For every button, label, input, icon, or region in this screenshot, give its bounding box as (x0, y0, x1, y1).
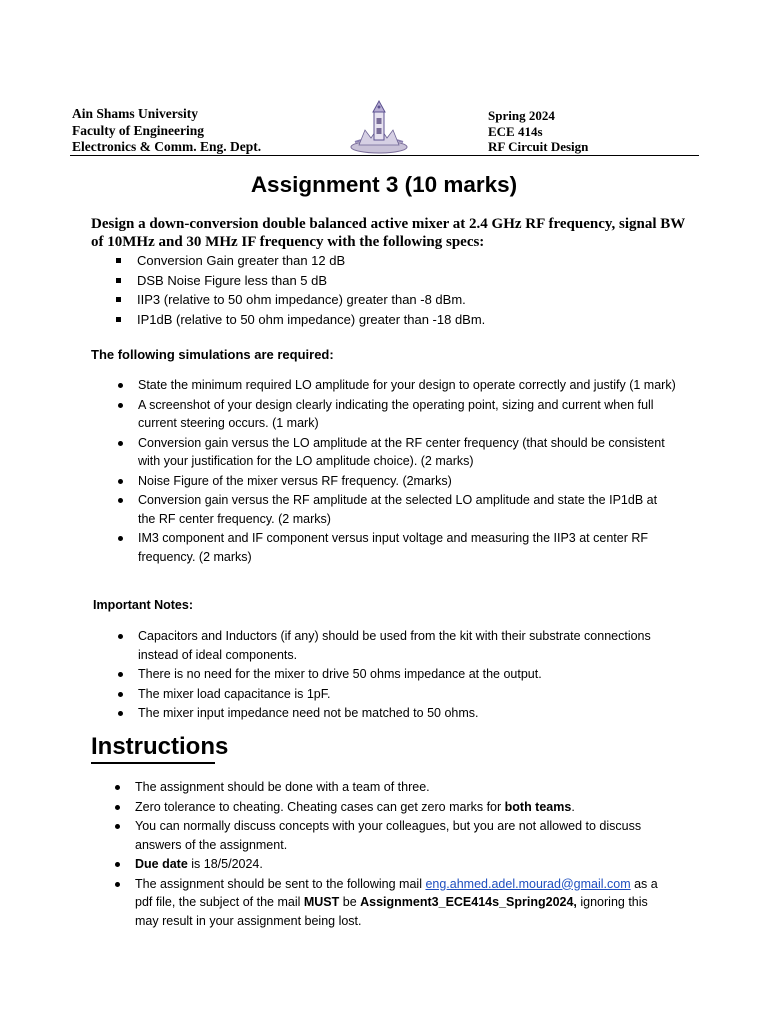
list-item: The assignment should be sent to the following mail eng.ahmed.adel.mourad@gmail.com as a pdf file, the subject of the mail MUST be Assignment3_ECE414s_Spring2024, ignoring this may result in your assignment being lost. (113, 875, 673, 931)
semester: Spring 2024 (488, 108, 555, 123)
instructions-list (113, 778, 673, 931)
spec-item: IP1dB (relative to 50 ohm impedance) greater than -18 dBm. (110, 310, 485, 330)
list-item: Conversion gain versus the LO amplitude at the RF center frequency (that should be consistent with your justification for the LO amplitude choice). (2 marks) (116, 434, 676, 471)
list-item: You can normally discuss concepts with your colleagues, but you are not allowed to discuss answers of the assignment. (113, 817, 673, 854)
header-divider (70, 155, 699, 156)
simulations-list (116, 376, 676, 567)
list-item: Capacitors and Inductors (if any) should be used from the kit with their substrate connections instead of ideal components. (116, 627, 676, 664)
header-university-block (72, 106, 261, 156)
list-item: The mixer load capacitance is 1pF. (116, 685, 676, 704)
square-bullet-icon (110, 251, 137, 271)
university-logo (349, 98, 409, 154)
instructions-heading: Instructions (91, 733, 229, 760)
simulations-heading: The following simulations are required: (91, 347, 334, 362)
faculty-name: Faculty of Engineering (72, 122, 204, 138)
notes-heading: Important Notes: (93, 598, 193, 612)
list-item: Noise Figure of the mixer versus RF frequency. (2marks) (116, 472, 676, 491)
square-bullet-icon (110, 271, 137, 291)
notes-list (116, 627, 676, 724)
spec-item: IIP3 (relative to 50 ohm impedance) greater than -8 dBm. (110, 290, 485, 310)
square-bullet-icon (110, 310, 137, 330)
header-course-block (488, 108, 588, 155)
email-link[interactable]: eng.ahmed.adel.mourad@gmail.com (425, 876, 631, 891)
spec-item: Conversion Gain greater than 12 dB (110, 251, 485, 271)
list-item: Zero tolerance to cheating. Cheating cases can get zero marks for both teams. (113, 798, 673, 817)
instructions-underline (91, 762, 215, 764)
spec-item: DSB Noise Figure less than 5 dB (110, 271, 485, 291)
square-bullet-icon (110, 290, 137, 310)
list-item: State the minimum required LO amplitude for your design to operate correctly and justify (1 mark) (116, 376, 676, 395)
university-name: Ain Shams University (72, 106, 199, 121)
assignment-title: Assignment 3 (10 marks) (250, 172, 518, 197)
list-item: The assignment should be done with a team of three. (113, 778, 673, 797)
course-name: RF Circuit Design (488, 139, 589, 154)
list-item: There is no need for the mixer to drive 50 ohms impedance at the output. (116, 665, 676, 684)
list-item: The mixer input impedance need not be matched to 50 ohms. (116, 704, 676, 723)
specs-list (110, 251, 485, 329)
list-item: A screenshot of your design clearly indicating the operating point, sizing and current when full current steering occurs. (1 mark) (116, 396, 676, 433)
department-name: Electronics & Comm. Eng. Dept. (72, 139, 262, 154)
list-item: Conversion gain versus the RF amplitude at the selected LO amplitude and state the IP1dB at the RF center frequency. (2 marks) (116, 491, 676, 528)
list-item: Due date is 18/5/2024. (113, 855, 673, 874)
design-statement: Design a down-conversion double balanced active mixer at 2.4 GHz RF frequency, signal BW of 10MHz and 30 MHz IF frequency with the following specs: (91, 216, 686, 250)
list-item: IM3 component and IF component versus input voltage and measuring the IIP3 at center RF frequency. (2 marks) (116, 529, 676, 566)
course-code: ECE 414s (488, 123, 543, 139)
